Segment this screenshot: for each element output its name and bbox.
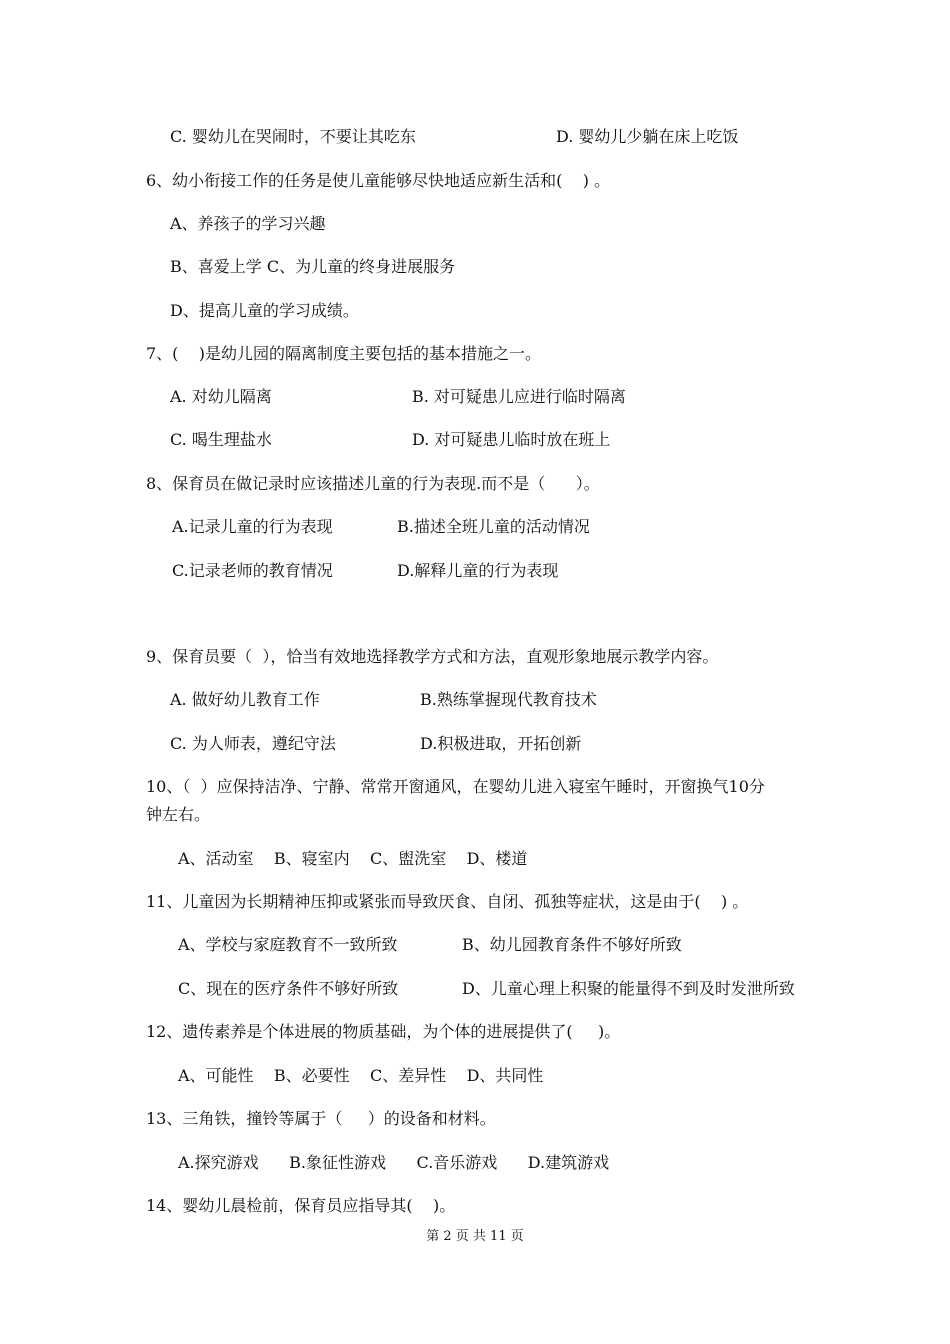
q9-stem: 9、保育员要（ ），恰当有效地选择教学方式和方法，直观形象地展示教学内容。 — [146, 647, 719, 666]
q5-option-d: D. 婴幼儿少躺在床上吃饭 — [556, 127, 739, 146]
q11-option-b: B、幼儿园教育条件不够好所致 — [462, 935, 682, 954]
q9-option-a: A. 做好幼儿教育工作 — [170, 690, 320, 709]
q6-option-d: D、提高儿童的学习成绩。 — [170, 301, 359, 320]
q12-stem: 12、遗传素养是个体进展的物质基础，为个体的进展提供了( )。 — [146, 1022, 621, 1041]
q9-option-b: B.熟练掌握现代教育技术 — [420, 690, 597, 709]
q8-option-c: C.记录老师的教育情况 — [172, 561, 333, 580]
q11-option-c: C、现在的医疗条件不够好所致 — [178, 979, 399, 998]
q8-stem: 8、保育员在做记录时应该描述儿童的行为表现.而不是（ ）。 — [146, 474, 600, 493]
q7-stem: 7、( )是幼儿园的隔离制度主要包括的基本措施之一。 — [146, 344, 542, 363]
q8-option-d: D.解释儿童的行为表现 — [397, 561, 559, 580]
q6-option-bc: B、喜爱上学 C、为儿童的终身进展服务 — [170, 257, 456, 276]
q11-option-d: D、儿童心理上积聚的能量得不到及时发泄所致 — [462, 979, 795, 998]
q10-stem-line2: 钟左右。 — [146, 805, 211, 824]
q6-stem: 6、幼小衔接工作的任务是使儿童能够尽快地适应新生活和( ) 。 — [146, 171, 611, 190]
q13-stem: 13、三角铁，撞铃等属于（ ）的设备和材料。 — [146, 1109, 496, 1128]
q7-option-c: C. 喝生理盐水 — [170, 430, 272, 449]
q7-option-a: A. 对幼儿隔离 — [170, 387, 272, 406]
q8-option-b: B.描述全班儿童的活动情况 — [397, 517, 590, 536]
q5-option-c: C. 婴幼儿在哭闹时，不要让其吃东 — [170, 127, 416, 146]
q12-options: A、可能性 B、必要性 C、差异性 D、共同性 — [178, 1066, 544, 1085]
q6-option-a: A、养孩子的学习兴趣 — [170, 214, 326, 233]
q14-stem: 14、婴幼儿晨检前，保育员应指导其( )。 — [146, 1196, 456, 1215]
q9-option-d: D.积极进取，开拓创新 — [420, 734, 582, 753]
q7-option-d: D. 对可疑患儿临时放在班上 — [412, 430, 611, 449]
q11-option-a: A、学校与家庭教育不一致所致 — [178, 935, 398, 954]
q13-options: A.探究游戏 B.象征性游戏 C.音乐游戏 D.建筑游戏 — [178, 1153, 610, 1172]
q7-option-b: B. 对可疑患儿应进行临时隔离 — [412, 387, 626, 406]
q11-stem: 11、儿童因为长期精神压抑或紧张而导致厌食、自闭、孤独等症状，这是由于( ) 。 — [146, 892, 749, 911]
q10-options: A、活动室 B、寝室内 C、盥洗室 D、楼道 — [178, 849, 528, 868]
q10-stem-line1: 10、（ ）应保持洁净、宁静、常常开窗通风，在婴幼儿进入寝室午睡时，开窗换气10分 — [146, 777, 765, 796]
q8-option-a: A.记录儿童的行为表现 — [172, 517, 333, 536]
page-number: 第 2 页 共 11 页 — [426, 1229, 524, 1244]
q9-option-c: C. 为人师表，遵纪守法 — [170, 734, 336, 753]
